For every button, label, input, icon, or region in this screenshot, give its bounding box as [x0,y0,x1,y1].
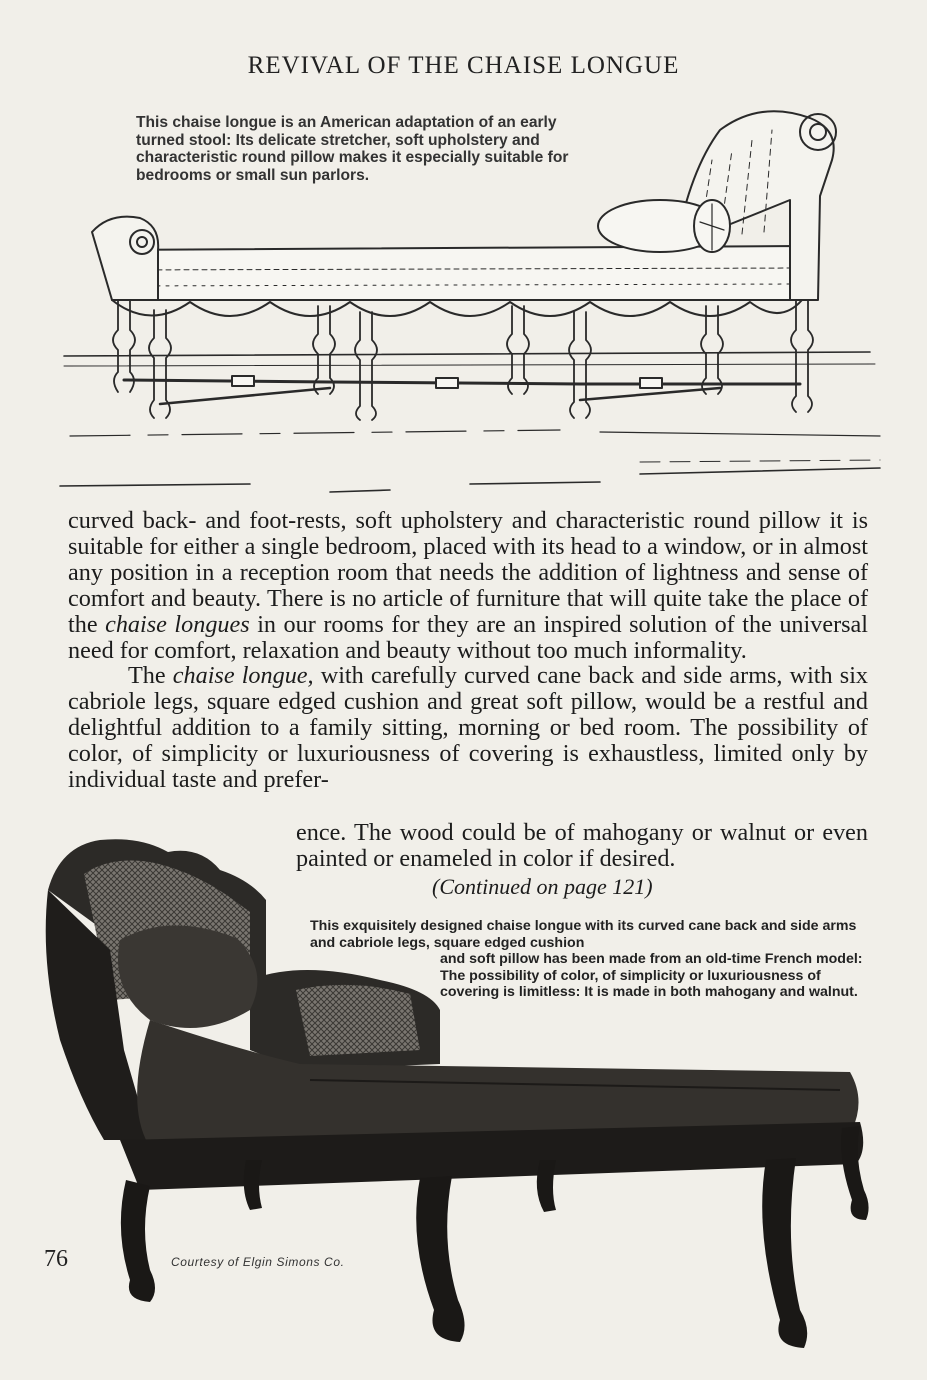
italic-term: chaise longues [105,610,250,638]
article-paragraph [68,508,868,663]
italic-term: chaise longue, [172,662,314,690]
paragraph-text: in our rooms for they are an inspired solution of the universal need for comfort, relaxation and beauty without too much informality. [68,610,868,664]
article-paragraph-tail: ence. The wood could be of mahogany or walnut or even painted or enameled in color if desired. [296,819,868,872]
caption-tail: and soft pillow has been made from an old-time French model: The possibility of color, of simplicity or luxuriousness of covering is limitless: It is made in both mahogany and walnut. [440,951,863,1001]
paragraph-text: with carefully curved cane back and side arms, with six cabriole legs, square edged cushion and great soft pillow, would be a restful and delightful addition to a family sitting, morning or bed room. The possibility of color, of simplicity or luxuriousness of covering is exhaustless, limited only by individual taste and prefer- [68,662,869,794]
paragraph-text: curved back- and foot-rests, soft upholstery and characteristic round pillow it is suitable for either a single bedroom, placed with its head to a window, or in almost any position in a reception room that needs the addition of lightness and sense of comfort and beauty. There is no article of furniture that will quite take the place of the [68,507,868,638]
top-figure-caption: This chaise longue is an American adaptation of an early turned stool: Its delicate stretcher, soft upholstery and characteristic round pillow makes it especially suitable for bedrooms or small sun parlors. [136,114,569,184]
article-continuation [296,820,868,872]
french-chaise-longue-photo [0,820,927,1380]
page-number: 76 [44,1246,68,1272]
page-title: REVIVAL OF THE CHAISE LONGUE [247,52,680,79]
caption-head: This exquisitely designed chaise longue with its curved cane back and side arms and cabriole legs, square edged cushion [310,918,857,951]
bottom-figure-caption [310,918,866,1001]
article-paragraph [68,663,868,793]
continued-note: (Continued on page 121) [432,874,653,899]
photo-credit: Courtesy of Elgin Simons Co. [171,1255,345,1269]
paragraph-text: The [128,662,173,690]
article-body [68,508,868,793]
